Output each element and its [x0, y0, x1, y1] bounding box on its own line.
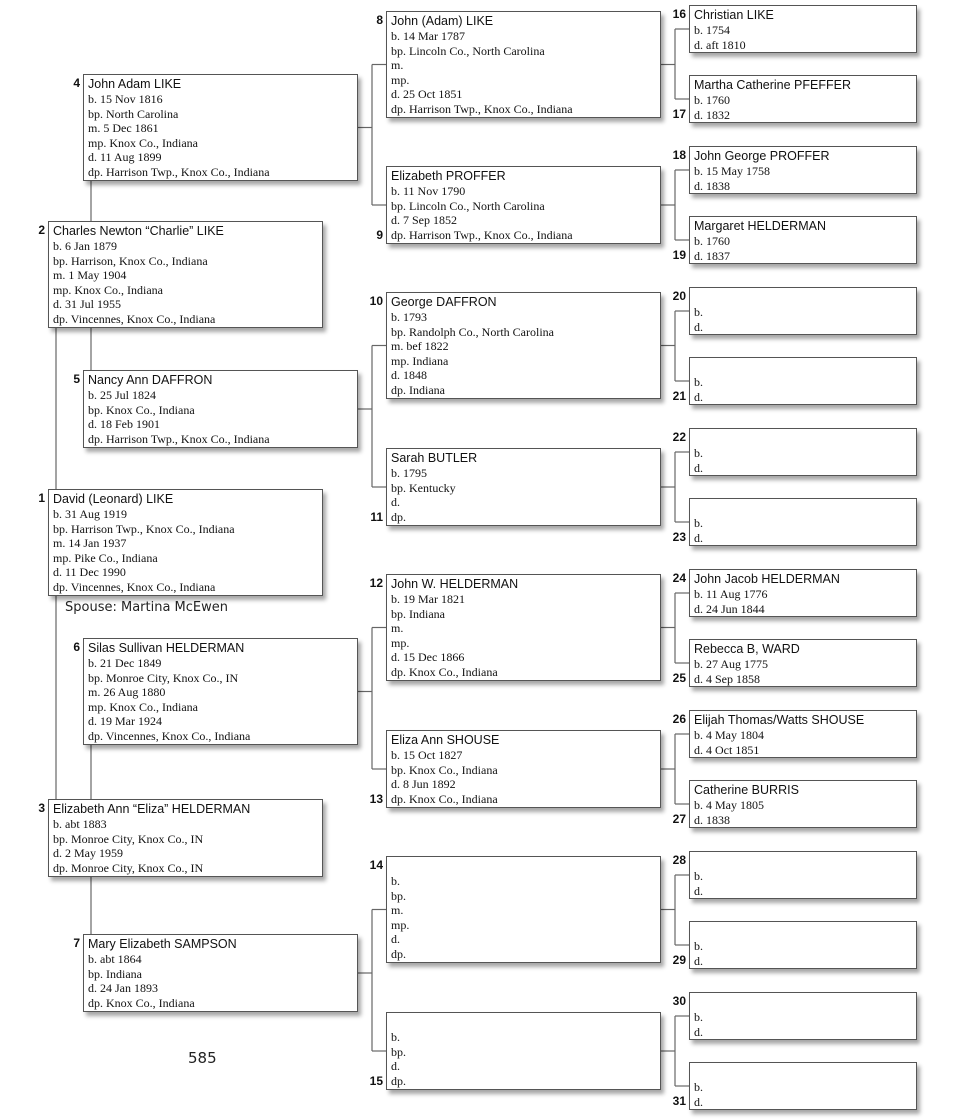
- person-name: Elijah Thomas/Watts SHOUSE: [694, 713, 865, 727]
- person-detail: d. 24 Jun 1844: [694, 601, 765, 616]
- person-detail: dp. Harrison Twp., Knox Co., Indiana: [391, 101, 573, 116]
- person-detail: b. 31 Aug 1919: [53, 507, 128, 521]
- person-name: John Jacob HELDERMAN: [694, 572, 840, 586]
- person-detail: d. 31 Jul 1955: [53, 297, 122, 312]
- person-number: 16: [672, 7, 686, 21]
- person-detail: dp. Vincennes, Knox Co., Indiana: [88, 728, 251, 743]
- person-box-11: [386, 448, 661, 526]
- person-detail: mp. Knox Co., Indiana: [88, 699, 198, 714]
- person-box-17: [689, 75, 917, 123]
- person-number: 31: [672, 1094, 686, 1108]
- person-box-20: [689, 287, 917, 335]
- person-detail: mp.: [391, 635, 410, 650]
- person-detail: b. 1760: [694, 234, 730, 248]
- person-detail: d.: [694, 460, 703, 475]
- person-number: 27: [672, 812, 686, 826]
- person-detail: bp. Harrison Twp., Knox Co., Indiana: [53, 521, 235, 536]
- person-detail: b. 6 Jan 1879: [53, 239, 117, 253]
- person-detail: b.: [694, 305, 703, 319]
- person-detail: mp. Pike Co., Indiana: [53, 550, 158, 565]
- person-detail: dp. Monroe City, Knox Co., IN: [53, 860, 204, 875]
- person-detail: m. 14 Jan 1937: [53, 536, 127, 551]
- person-detail: b.: [694, 1080, 703, 1094]
- spouse-label: Spouse: Martina McEwen: [65, 600, 229, 615]
- person-name: [694, 854, 912, 869]
- person-box-26: [689, 710, 917, 758]
- person-box-6: [83, 638, 358, 745]
- person-detail: dp. Knox Co., Indiana: [391, 791, 498, 806]
- person-name: Rebecca B, WARD: [694, 642, 800, 656]
- person-box-3: [48, 799, 323, 877]
- person-number: 26: [672, 712, 686, 726]
- person-detail: d. 8 Jun 1892: [391, 777, 456, 792]
- person-name: George DAFFRON: [391, 295, 497, 309]
- person-detail: m.: [391, 58, 404, 73]
- person-detail: b. 19 Mar 1821: [391, 592, 465, 606]
- person-detail: b. abt 1883: [53, 817, 107, 831]
- person-number: 6: [73, 640, 80, 654]
- person-number: 14: [369, 858, 383, 872]
- person-box-4: [83, 74, 358, 181]
- person-box-23: [689, 498, 917, 546]
- person-box-7: [83, 934, 358, 1012]
- person-detail: d.: [391, 932, 400, 947]
- person-name: [694, 501, 912, 516]
- person-detail: bp. Lincoln Co., North Carolina: [391, 198, 545, 213]
- person-detail: d.: [694, 319, 703, 334]
- person-detail: mp. Knox Co., Indiana: [53, 282, 163, 297]
- person-detail: dp. Vincennes, Knox Co., Indiana: [53, 579, 216, 594]
- person-detail: b. 1760: [694, 93, 730, 107]
- person-detail: dp. Harrison Twp., Knox Co., Indiana: [88, 164, 270, 179]
- person-box-30: [689, 992, 917, 1040]
- person-detail: b. 15 May 1758: [694, 164, 770, 178]
- person-number: 28: [672, 853, 686, 867]
- person-detail: bp.: [391, 1044, 406, 1059]
- person-number: 17: [672, 107, 686, 121]
- person-number: 19: [672, 248, 686, 262]
- person-detail: dp. Knox Co., Indiana: [88, 995, 195, 1010]
- person-detail: b. 15 Nov 1816: [88, 92, 163, 106]
- person-number: 5: [73, 372, 80, 386]
- person-box-14: [386, 856, 661, 963]
- person-number: 10: [369, 294, 383, 308]
- person-name: Elizabeth PROFFER: [391, 169, 506, 183]
- person-number: 4: [73, 76, 80, 90]
- person-detail: bp. Kentucky: [391, 480, 456, 495]
- person-detail: d. 4 Oct 1851: [694, 742, 760, 757]
- person-detail: d. 11 Aug 1899: [88, 150, 162, 165]
- person-number: 1: [38, 491, 45, 505]
- person-detail: d. 1838: [694, 812, 730, 827]
- person-name: Catherine BURRIS: [694, 783, 799, 797]
- person-detail: b. 21 Dec 1849: [88, 656, 162, 670]
- person-detail: bp. Indiana: [391, 606, 445, 621]
- person-name: Silas Sullivan HELDERMAN: [88, 641, 245, 655]
- person-name: David (Leonard) LIKE: [53, 492, 174, 506]
- person-detail: m. bef 1822: [391, 339, 449, 354]
- person-detail: b. 4 May 1805: [694, 798, 764, 812]
- person-detail: b.: [694, 375, 703, 389]
- person-number: 8: [376, 13, 383, 27]
- person-detail: dp.: [391, 509, 406, 524]
- person-detail: d. aft 1810: [694, 37, 746, 52]
- person-number: 15: [369, 1074, 383, 1088]
- person-detail: d.: [694, 389, 703, 404]
- person-name: [694, 360, 912, 375]
- person-detail: m.: [391, 621, 404, 636]
- person-detail: d.: [694, 1094, 703, 1109]
- person-detail: m. 5 Dec 1861: [88, 121, 159, 136]
- person-name: [391, 859, 656, 874]
- person-box-8: [386, 11, 661, 118]
- person-detail: dp.: [391, 946, 406, 961]
- person-detail: d.: [391, 1059, 400, 1074]
- person-detail: m. 1 May 1904: [53, 268, 127, 283]
- person-detail: dp. Indiana: [391, 382, 445, 397]
- person-number: 21: [672, 389, 686, 403]
- person-detail: m.: [391, 903, 404, 918]
- person-name: [694, 924, 912, 939]
- person-detail: d. 1848: [391, 368, 427, 383]
- person-detail: b. abt 1864: [88, 952, 142, 966]
- person-detail: bp. Indiana: [88, 966, 142, 981]
- person-detail: bp. North Carolina: [88, 106, 179, 121]
- person-detail: dp. Vincennes, Knox Co., Indiana: [53, 311, 216, 326]
- person-detail: d.: [694, 883, 703, 898]
- person-detail: mp.: [391, 72, 410, 87]
- person-detail: d.: [694, 1024, 703, 1039]
- person-detail: bp. Monroe City, Knox Co., IN: [88, 670, 239, 685]
- person-name: [694, 1065, 912, 1080]
- person-detail: d. 18 Feb 1901: [88, 417, 160, 432]
- person-number: 3: [38, 801, 45, 815]
- person-box-28: [689, 851, 917, 899]
- person-detail: b. 25 Jul 1824: [88, 388, 157, 402]
- person-name: John Adam LIKE: [88, 77, 182, 91]
- person-box-5: [83, 370, 358, 448]
- person-name: Elizabeth Ann “Eliza” HELDERMAN: [53, 802, 251, 816]
- person-number: 7: [73, 936, 80, 950]
- person-number: 11: [370, 510, 383, 524]
- person-number: 24: [672, 571, 686, 585]
- person-box-16: [689, 5, 917, 53]
- person-detail: d. 7 Sep 1852: [391, 213, 457, 228]
- person-box-25: [689, 639, 917, 687]
- person-detail: d. 25 Oct 1851: [391, 87, 463, 102]
- person-detail: bp. Knox Co., Indiana: [88, 402, 195, 417]
- person-detail: b.: [694, 1010, 703, 1024]
- person-detail: m. 26 Aug 1880: [88, 685, 166, 700]
- person-name: Christian LIKE: [694, 8, 774, 22]
- person-box-24: [689, 569, 917, 617]
- person-detail: bp. Lincoln Co., North Carolina: [391, 43, 545, 58]
- person-number: 30: [672, 994, 686, 1008]
- person-detail: d. 11 Dec 1990: [53, 565, 126, 580]
- person-box-19: [689, 216, 917, 264]
- person-detail: b. 1795: [391, 466, 427, 480]
- person-number: 18: [672, 148, 686, 162]
- person-number: 29: [672, 953, 686, 967]
- person-detail: d. 2 May 1959: [53, 846, 123, 861]
- person-detail: bp. Harrison, Knox Co., Indiana: [53, 253, 208, 268]
- person-number: 2: [38, 223, 45, 237]
- person-name: Margaret HELDERMAN: [694, 219, 826, 233]
- person-box-18: [689, 146, 917, 194]
- person-detail: b.: [391, 874, 400, 888]
- person-detail: bp. Knox Co., Indiana: [391, 762, 498, 777]
- person-number: 13: [369, 792, 383, 806]
- person-name: [694, 290, 912, 305]
- person-name: [694, 995, 912, 1010]
- person-detail: d.: [694, 953, 703, 968]
- person-name: Eliza Ann SHOUSE: [391, 733, 500, 747]
- person-detail: b. 4 May 1804: [694, 728, 764, 742]
- person-detail: mp.: [391, 917, 410, 932]
- person-detail: b.: [694, 446, 703, 460]
- person-detail: b.: [391, 1030, 400, 1044]
- person-detail: b. 1754: [694, 23, 730, 37]
- person-detail: b. 27 Aug 1775: [694, 657, 769, 671]
- person-detail: mp. Knox Co., Indiana: [88, 135, 198, 150]
- person-detail: dp. Harrison Twp., Knox Co., Indiana: [88, 431, 270, 446]
- person-detail: d. 1832: [694, 107, 730, 122]
- person-detail: d. 4 Sep 1858: [694, 671, 760, 686]
- person-box-31: [689, 1062, 917, 1110]
- person-name: Charles Newton “Charlie” LIKE: [53, 224, 224, 238]
- person-name: Nancy Ann DAFFRON: [88, 373, 213, 387]
- person-detail: d. 15 Dec 1866: [391, 650, 465, 665]
- person-detail: b.: [694, 939, 703, 953]
- person-box-12: [386, 574, 661, 681]
- person-name: John W. HELDERMAN: [391, 577, 519, 591]
- person-name: Mary Elizabeth SAMPSON: [88, 937, 237, 951]
- person-name: Sarah BUTLER: [391, 451, 478, 465]
- person-box-10: [386, 292, 661, 399]
- person-detail: dp. Harrison Twp., Knox Co., Indiana: [391, 227, 573, 242]
- person-detail: b.: [694, 869, 703, 883]
- person-detail: b. 14 Mar 1787: [391, 29, 465, 43]
- person-number: 9: [376, 228, 383, 242]
- person-detail: dp.: [391, 1073, 406, 1088]
- person-detail: d. 1838: [694, 178, 730, 193]
- person-box-2: [48, 221, 323, 328]
- person-name: Martha Catherine PFEFFER: [694, 78, 851, 92]
- person-detail: mp. Indiana: [391, 353, 449, 368]
- person-detail: b. 11 Nov 1790: [391, 184, 466, 198]
- person-detail: bp. Monroe City, Knox Co., IN: [53, 831, 204, 846]
- person-box-21: [689, 357, 917, 405]
- person-detail: bp. Randolph Co., North Carolina: [391, 324, 554, 339]
- person-detail: bp.: [391, 888, 406, 903]
- person-number: 12: [369, 576, 383, 590]
- person-name: John George PROFFER: [694, 149, 830, 163]
- person-detail: d. 19 Mar 1924: [88, 714, 162, 729]
- person-box-27: [689, 780, 917, 828]
- person-detail: d. 24 Jan 1893: [88, 981, 158, 996]
- person-name: [694, 431, 912, 446]
- page-number: 585: [188, 1049, 217, 1067]
- person-detail: b. 1793: [391, 310, 427, 324]
- person-detail: b.: [694, 516, 703, 530]
- person-box-22: [689, 428, 917, 476]
- person-name: [391, 1015, 656, 1030]
- person-detail: d.: [694, 530, 703, 545]
- person-number: 20: [672, 289, 686, 303]
- person-number: 22: [672, 430, 686, 444]
- person-detail: d.: [391, 495, 400, 510]
- person-detail: b. 11 Aug 1776: [694, 587, 768, 601]
- person-detail: d. 1837: [694, 248, 730, 263]
- person-detail: dp. Knox Co., Indiana: [391, 664, 498, 679]
- person-box-15: [386, 1012, 661, 1090]
- person-box-1: [48, 489, 323, 596]
- person-box-29: [689, 921, 917, 969]
- person-number: 25: [672, 671, 686, 685]
- person-detail: b. 15 Oct 1827: [391, 748, 463, 762]
- person-box-9: [386, 166, 661, 244]
- person-box-13: [386, 730, 661, 808]
- person-number: 23: [672, 530, 686, 544]
- person-name: John (Adam) LIKE: [391, 14, 494, 28]
